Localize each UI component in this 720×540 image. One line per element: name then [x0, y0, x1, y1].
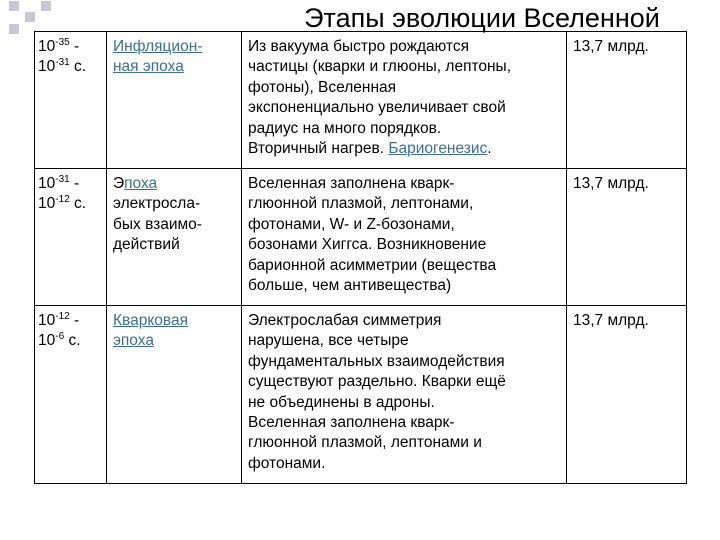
era-link[interactable]: поха — [124, 175, 158, 192]
table-row — [35, 32, 687, 169]
description-line: Вселенная заполнена кварк- — [248, 414, 455, 432]
era-link[interactable]: ная эпоха — [113, 58, 184, 76]
table-row — [35, 306, 687, 484]
description-line: фотонами, W- и Z-бозонами, — [248, 215, 455, 233]
description-line: существуют раздельно. Кварки ещё — [248, 373, 506, 391]
era-link[interactable]: эпоха — [113, 332, 154, 350]
table-row — [35, 169, 687, 306]
age-cell: 13,7 млрд. — [567, 32, 687, 169]
baryogenesis-link[interactable]: Бариогенезис — [388, 140, 488, 158]
age-cell: 13,7 млрд. — [567, 169, 687, 306]
deco-square — [41, 1, 51, 11]
time-end: $10^{-12}$ с. — [38, 194, 87, 213]
description-line: глюонной плазмой, лептонами и — [248, 434, 482, 452]
era-cell — [107, 169, 242, 306]
time-end: $10^{-31}$ с. — [38, 57, 87, 76]
era-cell[interactable] — [107, 32, 242, 169]
description-cell — [242, 169, 567, 306]
time-end: $10^{-6}$ с. — [38, 331, 81, 350]
time-cell — [35, 169, 107, 306]
time-start: $10^{-31}$ - — [38, 174, 80, 192]
description-line: экспоненциально увеличивает свой — [248, 99, 506, 117]
deco-square — [9, 24, 19, 34]
description-line: фотонами. — [248, 454, 326, 472]
description-line: глюонной плазмой, лептонами, — [248, 195, 474, 213]
era-line: электросла- — [113, 195, 201, 213]
era-line: бых взаимо- — [113, 215, 202, 233]
age-cell: 13,7 млрд. — [567, 306, 687, 484]
deco-square — [25, 12, 35, 22]
era-line: действий — [113, 236, 180, 254]
description-line: частицы (кварки и глюоны, лептоны, — [248, 58, 512, 76]
era-link[interactable]: Кварковая — [113, 312, 188, 329]
description-cell — [242, 32, 567, 169]
description-line: не объединены в адроны. — [248, 393, 435, 411]
time-cell — [35, 306, 107, 484]
description-line: фундаментальных взаимодействия — [248, 352, 505, 370]
time-start: $10^{-35}$ - — [38, 37, 80, 55]
description-line: радиус на много порядков. — [248, 119, 442, 137]
description-cell — [242, 306, 567, 484]
description-line: фотоны), Вселенная — [248, 78, 397, 96]
description-line: больше, чем антивещества) — [248, 277, 452, 295]
era-cell[interactable] — [107, 306, 242, 484]
slide-title: Этапы эволюции Вселенной — [304, 3, 660, 33]
description-line: бозонами Хиггса. Возникновение — [248, 236, 487, 254]
time-cell — [35, 32, 107, 169]
era-link[interactable]: Инфляцион- — [113, 38, 203, 55]
description-line: нарушена, все четыре — [248, 332, 409, 350]
time-start: $10^{-12}$ - — [38, 311, 80, 329]
description-line: Вторичный нагрев. Бариогенезис. — [248, 140, 492, 158]
deco-square — [9, 1, 19, 11]
description-line: барионной асимметрии (вещества — [248, 256, 497, 274]
description-line: Вселенная заполнена кварк- — [248, 175, 455, 192]
era-title: Эпоха — [113, 175, 158, 192]
description-line: Электрослабая симметрия — [248, 312, 442, 329]
epochs-table — [34, 31, 687, 484]
description-line: Из вакуума быстро рождаются — [248, 38, 469, 55]
